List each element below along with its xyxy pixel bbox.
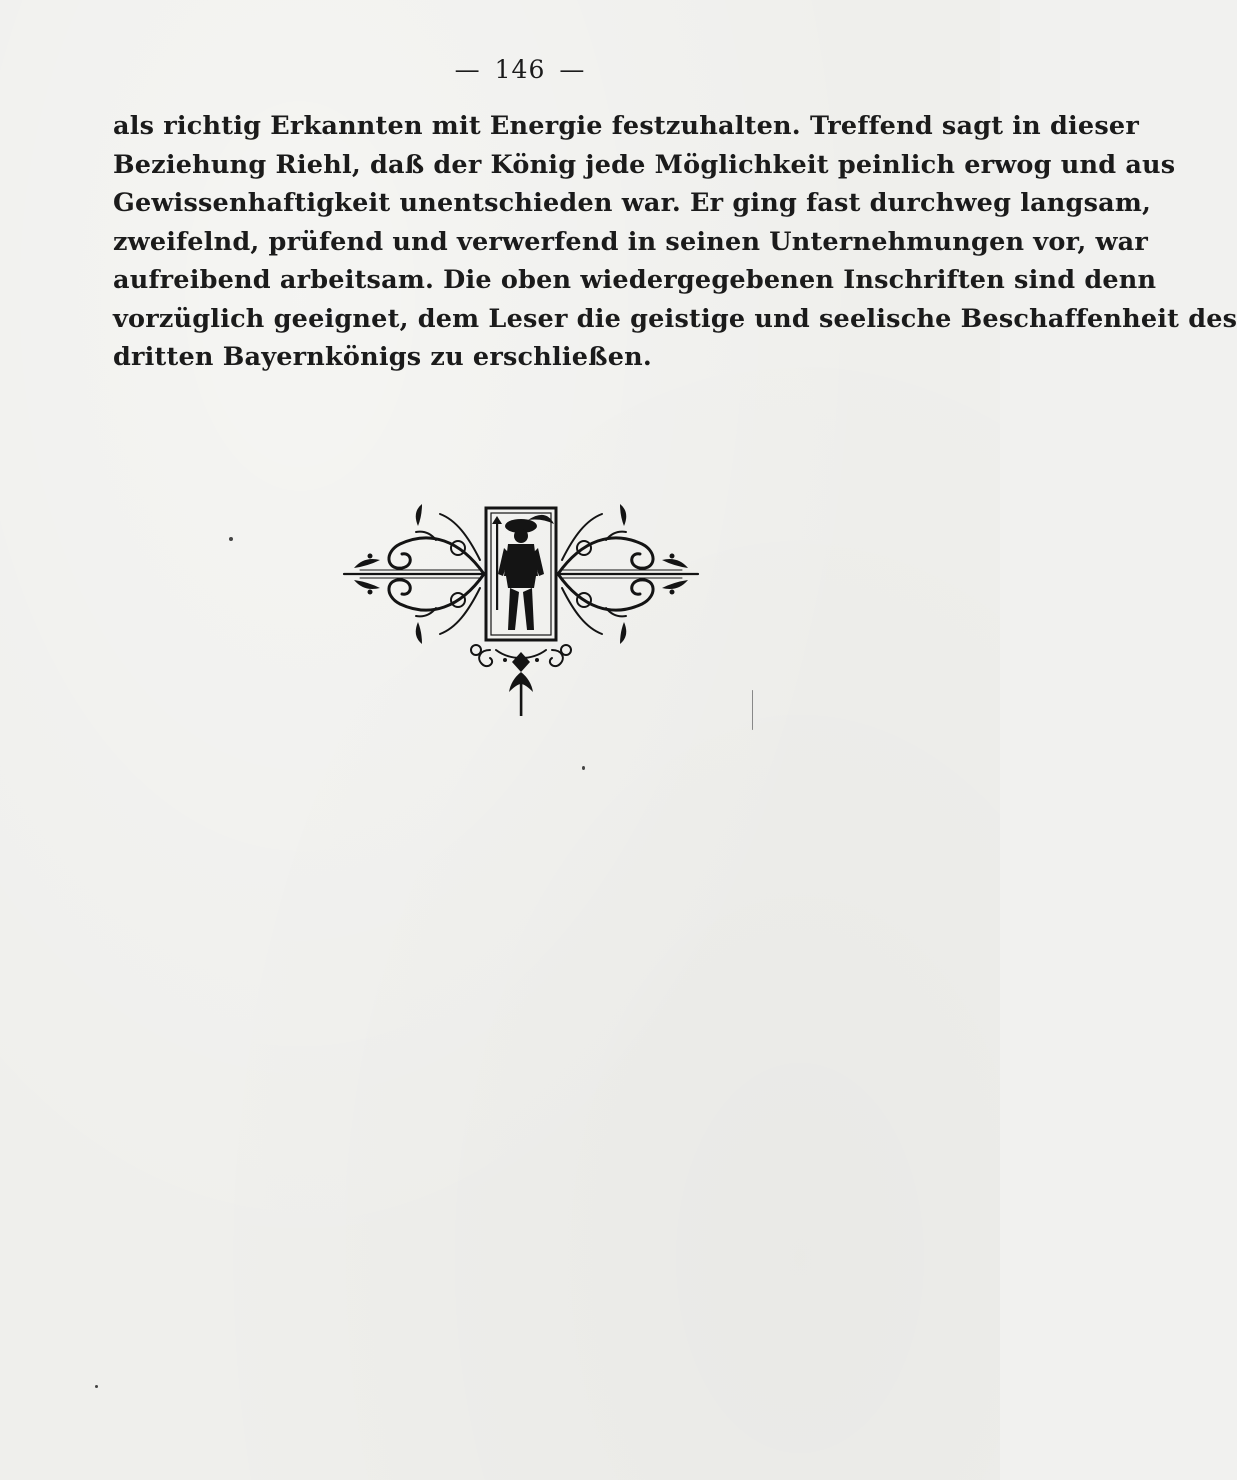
paper-speck <box>229 537 233 541</box>
page-number-value: 146 <box>494 55 546 84</box>
page-number <box>0 55 1040 84</box>
body-paragraph <box>113 107 1237 377</box>
page-number-dash-right: — <box>559 55 586 84</box>
text-line: Beziehung Riehl, daß der König jede Möglichkeit peinlich erwog und aus <box>113 149 1176 180</box>
page-number-dash-left: — <box>454 55 481 84</box>
paper-speck <box>95 1385 98 1388</box>
text-line: dritten Bayernkönigs zu erschließen. <box>113 342 653 372</box>
text-line: Gewissenhaftigkeit unentschieden war. Er ging fast durchweg langsam, <box>113 188 1152 218</box>
text-line: als richtig Erkannten mit Energie festzuhalten. Treffend sagt in dieser <box>113 111 1139 141</box>
text-line: aufreibend arbeitsam. Die oben wiedergegebenen Inschriften sind denn <box>113 265 1157 295</box>
text-line: zweifelnd, prüfend und verwerfend in seinen Unternehmungen vor, war <box>113 226 1148 257</box>
text-line: vorzüglich geeignet, dem Leser die geistige und seelische Beschaffenheit des <box>113 303 1237 334</box>
armored-knight-vignette-icon <box>340 500 702 720</box>
paper-speck <box>752 690 753 730</box>
paper-speck <box>582 766 585 770</box>
